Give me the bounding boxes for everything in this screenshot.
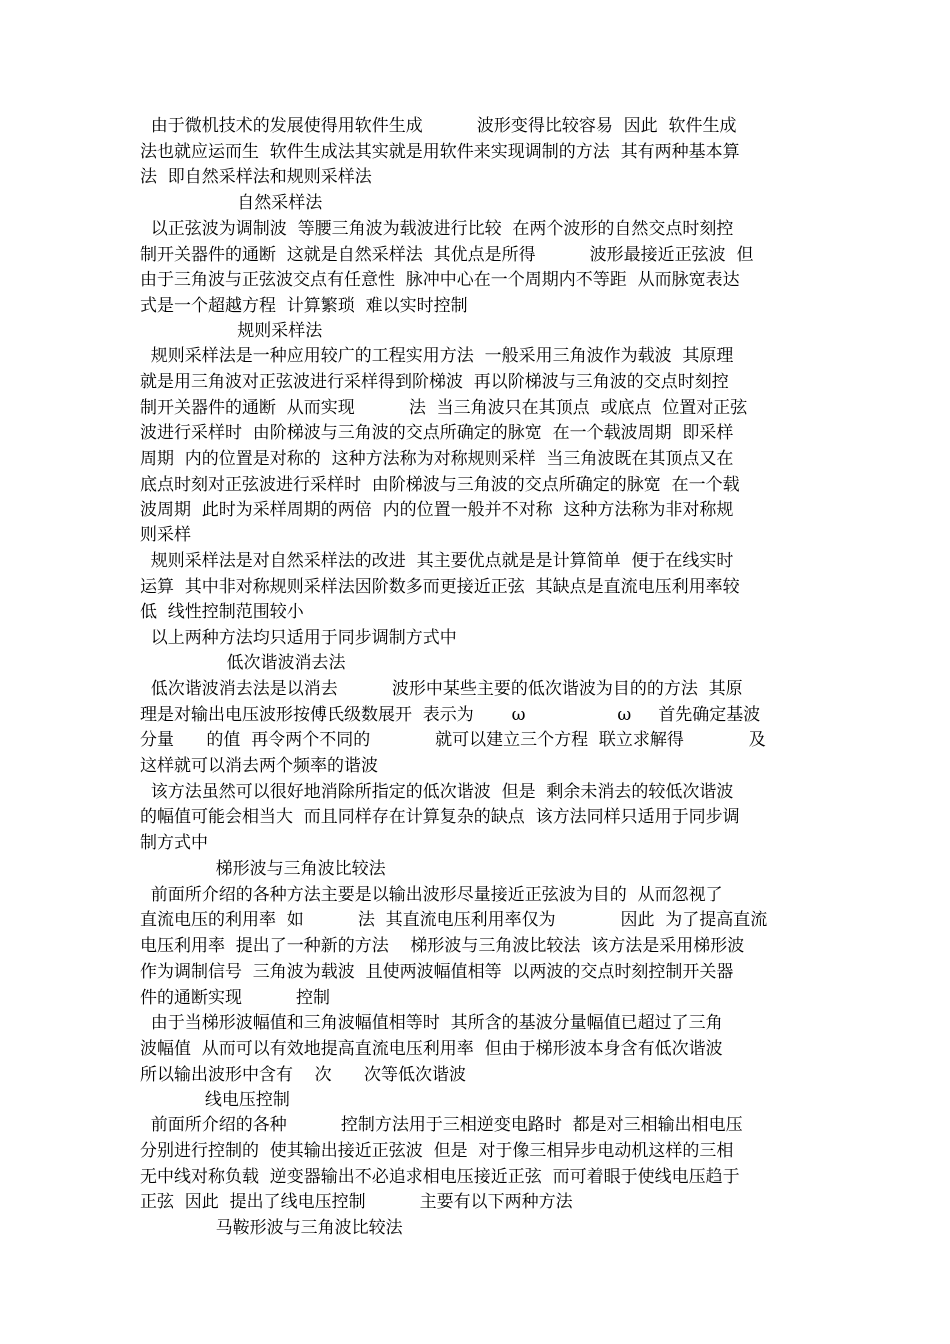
section-heading: 自然采样法 [140,193,323,213]
text-line: 运算 其中非对称规则采样法因阶数多而更接近正弦 其缺点是直流电压利用率较 [140,577,740,597]
text-line: 这样就可以消去两个频率的谐波 [140,756,378,776]
text-line: 制开关器件的通断 从而实现 法 当三角波只在其顶点 或底点 位置对正弦 [140,398,748,418]
text-line: 波周期 此时为采样周期的两倍 内的位置一般并不对称 这种方法称为非对称规 [140,500,734,520]
text-line: 就是用三角波对正弦波进行采样得到阶梯波 再以阶梯波与三角波的交点时刻控 [140,372,729,392]
text-line: 规则采样法是一种应用较广的工程实用方法 一般采用三角波作为载波 其原理 [140,346,734,366]
text-line: 规则采样法是对自然采样法的改进 其主要优点就是是计算简单 便于在线实时 [140,551,734,571]
text-line: 的幅值可能会相当大 而且同样存在计算复杂的缺点 该方法同样只适用于同步调 [140,807,740,827]
text-line: 式是一个超越方程 计算繁琐 难以实时控制 [140,296,468,316]
text-line: 制方式中 [140,833,208,853]
text-line: 由于微机技术的发展使得用软件生成 波形变得比较容易 因此 软件生成 [140,116,737,136]
text-line: 底点时刻对正弦波进行采样时 由阶梯波与三角波的交点所确定的脉宽 在一个载 [140,475,740,495]
text-line: 制开关器件的通断 这就是自然采样法 其优点是所得 波形最接近正弦波 但 [140,245,754,265]
text-line: 分量 的值 再令两个不同的 就可以建立三个方程 联立求解得 及 [140,730,766,750]
text-line: 低次谐波消去法是以消去 波形中某些主要的低次谐波为目的的方法 其原 [140,679,743,699]
text-line: 周期 内的位置是对称的 这种方法称为对称规则采样 当三角波既在其顶点又在 [140,449,734,469]
text-line: 波进行采样时 由阶梯波与三角波的交点所确定的脉宽 在一个载波周期 即采样 [140,423,734,443]
text-line: 理是对输出电压波形按傅氏级数展开 表示为 ω ω 首先确定基波 [140,705,761,725]
text-line: 直流电压的利用率 如 法 其直流电压利用率仅为 因此 为了提高直流 [140,910,768,930]
text-line: 法也就应运而生 软件生成法其实就是用软件来实现调制的方法 其有两种基本算 [140,142,740,162]
text-line: 所以输出波形中含有 次 次等低次谐波 [140,1065,467,1085]
text-line: 前面所介绍的各种 控制方法用于三相逆变电路时 都是对三相输出相电压 [140,1115,743,1135]
text-line: 作为调制信号 三角波为载波 且使两波幅值相等 以两波的交点时刻控制开关器 [140,962,734,982]
text-line: 电压利用率 提出了一种新的方法 梯形波与三角波比较法 该方法是采用梯形波 [140,936,745,956]
section-heading: 梯形波与三角波比较法 [140,859,386,879]
text-line: 波幅值 从而可以有效地提高直流电压利用率 但由于梯形波本身含有低次谐波 [140,1039,723,1059]
text-line: 该方法虽然可以很好地消除所指定的低次谐波 但是 剩余未消去的较低次谐波 [140,782,734,802]
text-line: 由于当梯形波幅值和三角波幅值相等时 其所含的基波分量幅值已超过了三角 [140,1013,723,1033]
text-line: 以正弦波为调制波 等腰三角波为载波进行比较 在两个波形的自然交点时刻控 [140,219,734,239]
text-line: 无中线对称负载 逆变器输出不必追求相电压接近正弦 而可着眼于使线电压趋于 [140,1167,740,1187]
section-heading: 规则采样法 [140,321,323,341]
section-heading: 低次谐波消去法 [140,653,346,673]
section-heading: 马鞍形波与三角波比较法 [140,1218,403,1238]
section-heading: 线电压控制 [140,1090,290,1110]
text-line: 以上两种方法均只适用于同步调制方式中 [140,628,457,648]
text-line: 则采样 [140,525,191,545]
text-line: 正弦 因此 提出了线电压控制 主要有以下两种方法 [140,1192,573,1212]
text-line: 件的通断实现 控制 [140,988,331,1008]
text-line: 低 线性控制范围较小 [140,602,304,622]
text-line: 法 即自然采样法和规则采样法 [140,167,372,187]
text-line: 前面所介绍的各种方法主要是以输出波形尽量接近正弦波为目的 从而忽视了 [140,885,723,905]
text-line: 由于三角波与正弦波交点有任意性 脉冲中心在一个周期内不等距 从而脉宽表达 [140,270,740,290]
text-line: 分别进行控制的 使其输出接近正弦波 但是 对于像三相异步电动机这样的三相 [140,1141,734,1161]
